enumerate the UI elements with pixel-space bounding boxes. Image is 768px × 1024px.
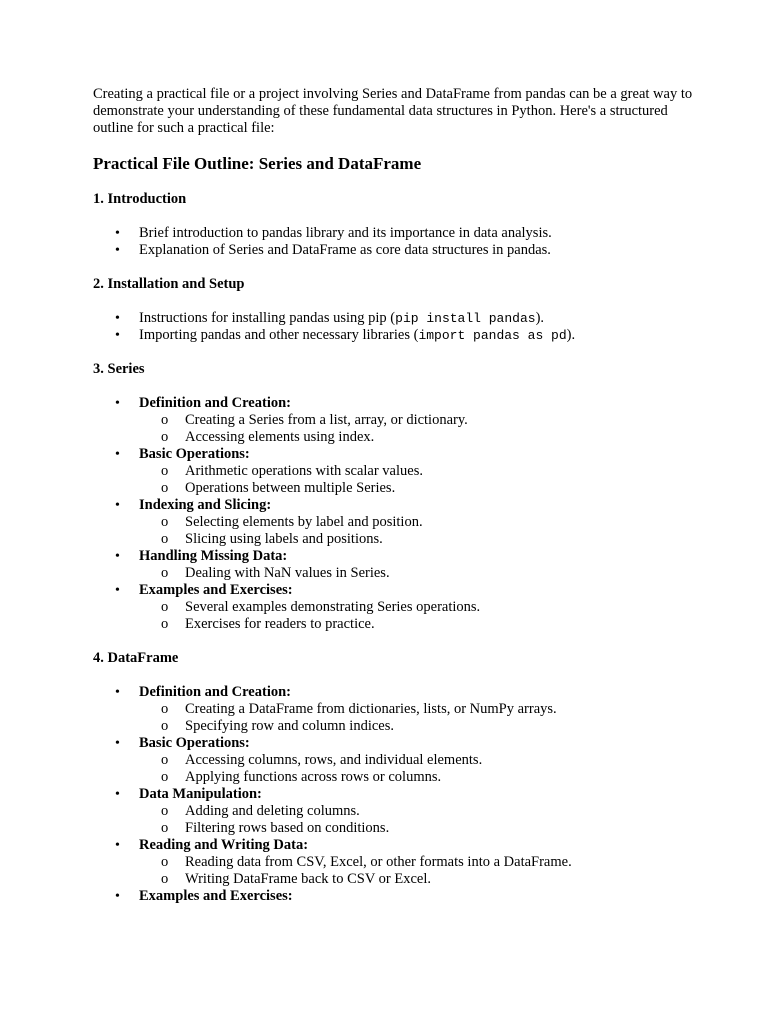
list-item: • Reading and Writing Data: o Reading data from CSV, Excel, or other formats into a DataFrame. o Writing DataFrame back to CSV or Excel. xyxy=(93,837,693,888)
sub-list-item: o Filtering rows based on conditions. xyxy=(161,820,390,836)
sub-list-item: o Applying functions across rows or columns. xyxy=(161,769,442,785)
sub-list xyxy=(139,752,693,786)
sub-list-item: o Arithmetic operations with scalar values. xyxy=(161,463,423,479)
circle-bullet-icon: o xyxy=(161,616,169,632)
intro-paragraph: Creating a practical file or a project involving Series and DataFrame from pandas can be a great way to demonstrate your understanding of these fundamental data structures in Python. Here's a structured outline for such a practical file: xyxy=(93,86,693,136)
circle-bullet-icon: o xyxy=(161,429,169,445)
bullet-icon: • xyxy=(115,889,120,904)
bullet-icon: • xyxy=(115,685,120,700)
circle-bullet-icon: o xyxy=(161,412,169,428)
circle-bullet-icon: o xyxy=(161,803,169,819)
list-item: • Examples and Exercises: xyxy=(115,888,293,904)
list-item: • Data Manipulation: o Adding and deleting columns. o Filtering rows based on conditions. xyxy=(93,786,693,837)
list-item: • Importing pandas and other necessary libraries (import pandas as pd). xyxy=(115,327,576,343)
sub-list-item: o Exercises for readers to practice. xyxy=(161,616,375,632)
circle-bullet-icon: o xyxy=(161,769,169,785)
list-item: • Instructions for installing pandas using pip (pip install pandas). xyxy=(115,310,545,326)
sub-list-item: o Creating a Series from a list, array, or dictionary. xyxy=(161,412,468,428)
bullet-icon: • xyxy=(115,787,120,802)
code-snippet: pip install pandas xyxy=(395,311,536,326)
sub-list-item: o Adding and deleting columns. xyxy=(161,803,360,819)
sub-list-item: o Operations between multiple Series. xyxy=(161,480,396,496)
circle-bullet-icon: o xyxy=(161,820,169,836)
circle-bullet-icon: o xyxy=(161,854,169,870)
circle-bullet-icon: o xyxy=(161,701,169,717)
section-heading-series: 3. Series xyxy=(93,361,145,377)
sub-list-item: o Dealing with NaN values in Series. xyxy=(161,565,390,581)
list-item: • Basic Operations: o Arithmetic operations with scalar values. o Operations between multiple Series. xyxy=(93,446,693,497)
sub-list xyxy=(139,412,693,446)
sub-list xyxy=(139,854,693,888)
bullet-icon: • xyxy=(115,838,120,853)
sub-list-item: o Accessing columns, rows, and individual elements. xyxy=(161,752,483,768)
list-item: • Definition and Creation: o Creating a Series from a list, array, or dictionary. o Accessing elements using index. xyxy=(93,395,693,446)
bullet-icon: • xyxy=(115,226,120,241)
bullet-icon: • xyxy=(115,243,120,258)
section-heading-introduction: 1. Introduction xyxy=(93,191,187,207)
section-heading-installation: 2. Installation and Setup xyxy=(93,276,245,292)
circle-bullet-icon: o xyxy=(161,752,169,768)
list-item: • Basic Operations: o Accessing columns, rows, and individual elements. o Applying functions across rows or columns. xyxy=(93,735,693,786)
bullet-icon: • xyxy=(115,447,120,462)
sub-list xyxy=(139,803,693,837)
circle-bullet-icon: o xyxy=(161,718,169,734)
bullet-icon: • xyxy=(115,311,120,326)
section-heading-dataframe: 4. DataFrame xyxy=(93,650,179,666)
code-snippet: import pandas as pd xyxy=(418,328,567,343)
bullet-icon: • xyxy=(115,498,120,513)
circle-bullet-icon: o xyxy=(161,514,169,530)
document-page xyxy=(93,86,693,922)
circle-bullet-icon: o xyxy=(161,599,169,615)
list-item: • Indexing and Slicing: o Selecting elements by label and position. o Slicing using labels and positions. xyxy=(93,497,693,548)
circle-bullet-icon: o xyxy=(161,463,169,479)
sub-list-item: o Selecting elements by label and position. xyxy=(161,514,423,530)
bullet-icon: • xyxy=(115,736,120,751)
bullet-icon: • xyxy=(115,583,120,598)
installation-list xyxy=(93,310,693,344)
sub-list-item: o Accessing elements using index. xyxy=(161,429,375,445)
introduction-list xyxy=(93,225,693,259)
circle-bullet-icon: o xyxy=(161,480,169,496)
list-item: • Handling Missing Data: o Dealing with NaN values in Series. xyxy=(93,548,693,582)
sub-list-item: o Slicing using labels and positions. xyxy=(161,531,383,547)
sub-list xyxy=(139,514,693,548)
circle-bullet-icon: o xyxy=(161,531,169,547)
sub-list-item: o Creating a DataFrame from dictionaries, lists, or NumPy arrays. xyxy=(161,701,557,717)
sub-list xyxy=(139,463,693,497)
list-item: • Brief introduction to pandas library and its importance in data analysis. xyxy=(115,225,552,241)
sub-list xyxy=(139,599,693,633)
sub-list xyxy=(139,565,693,582)
circle-bullet-icon: o xyxy=(161,565,169,581)
sub-list-item: o Several examples demonstrating Series operations. xyxy=(161,599,481,615)
circle-bullet-icon: o xyxy=(161,871,169,887)
bullet-icon: • xyxy=(115,396,120,411)
list-item: • Explanation of Series and DataFrame as core data structures in pandas. xyxy=(115,242,551,258)
sub-list xyxy=(139,701,693,735)
series-list xyxy=(93,395,693,633)
document-title: Practical File Outline: Series and DataFrame xyxy=(93,154,422,173)
sub-list-item: o Specifying row and column indices. xyxy=(161,718,394,734)
sub-list-item: o Writing DataFrame back to CSV or Excel. xyxy=(161,871,431,887)
bullet-icon: • xyxy=(115,549,120,564)
list-item: • Definition and Creation: o Creating a DataFrame from dictionaries, lists, or NumPy arrays. o Specifying row and column indices. xyxy=(93,684,693,735)
dataframe-list xyxy=(93,684,693,905)
sub-list-item: o Reading data from CSV, Excel, or other formats into a DataFrame. xyxy=(161,854,572,870)
bullet-icon: • xyxy=(115,328,120,343)
list-item: • Examples and Exercises: o Several examples demonstrating Series operations. o Exercises for readers to practice. xyxy=(93,582,693,633)
